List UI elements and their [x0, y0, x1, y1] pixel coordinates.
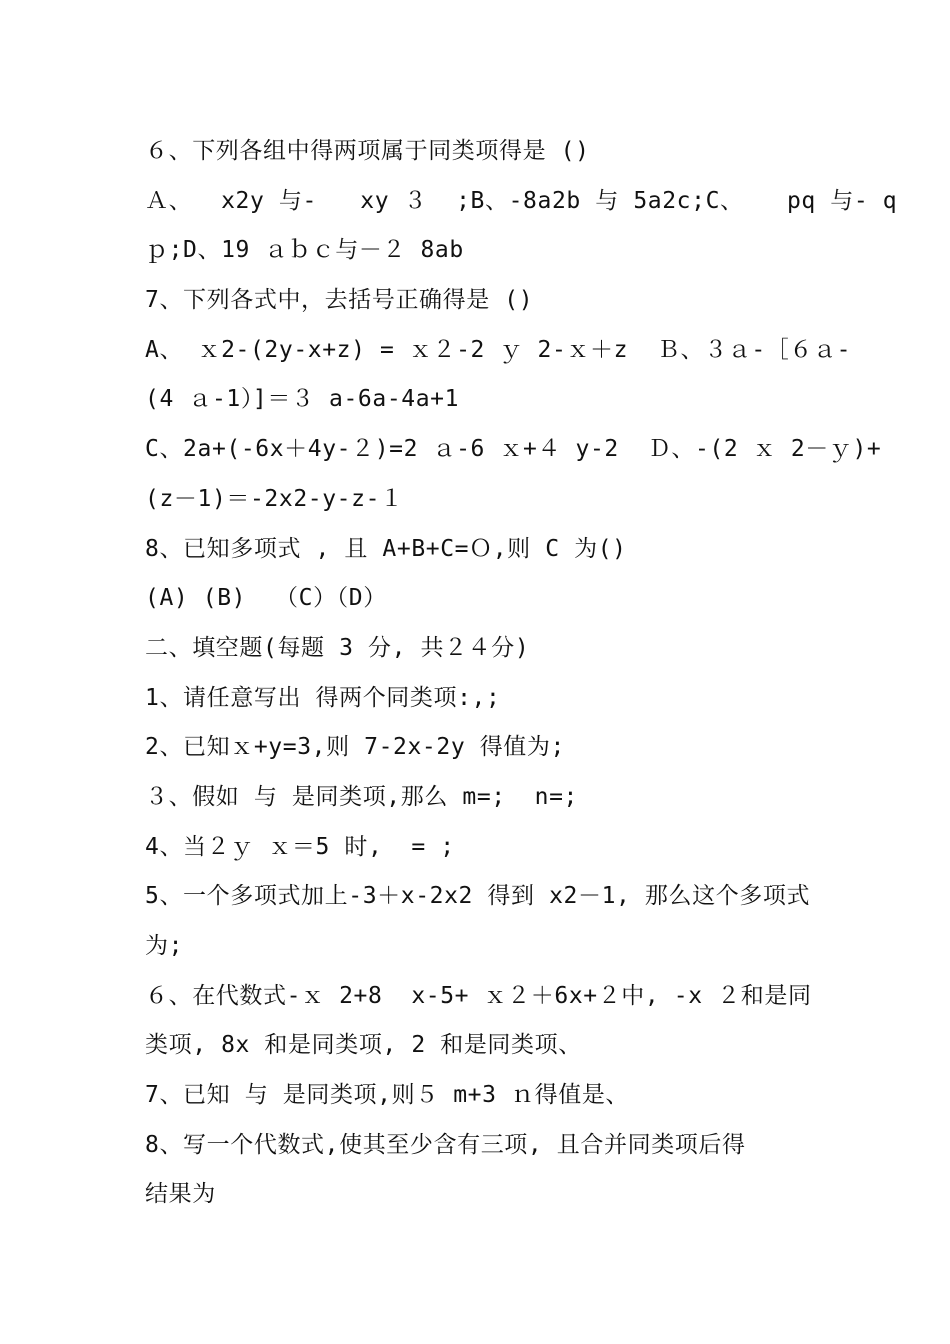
section-heading: 二、填空题(每题 3 分, 共２４分) [145, 634, 530, 661]
text-line: A、 ｘ2-(2y-x+z) = ｘ２-2 ｙ 2-ｘ＋z Ｂ、３ａ-［６ａ- [145, 336, 852, 363]
text-line: 结果为 [145, 1181, 216, 1208]
text-line: 1、请任意写出 得两个同类项:,; [145, 684, 501, 711]
text-line: 7、下列各式中，去括号正确得是 () [145, 287, 534, 314]
text-line: C、2a+(-6x＋4y-２)=2 ａ-6 ｘ+４ y-2 Ｄ、-(2 ｘ 2－ｙ)+ [145, 436, 882, 463]
document-body [145, 127, 898, 1220]
text-line: 5、一个多项式加上-3＋x-2x2 得到 x2－1, 那么这个多项式 [145, 883, 811, 910]
text-line: 类项, 8x 和是同类项, 2 和是同类项、 [145, 1032, 582, 1059]
text-line: Ａ、 x2y 与- xy ３ ;B、-8a2b 与 5a2c;C、 pq 与- q [145, 187, 898, 214]
text-line: 4、当２ｙ ｘ＝5 时, = ; [145, 833, 455, 860]
text-line: ６、下列各组中得两项属于同类项得是 () [145, 138, 590, 164]
text-line: ６、在代数式-ｘ 2+8 x-5+ ｘ２＋6x+２中, -x ２和是同 [145, 982, 812, 1009]
text-line: (4 ａ-1）]＝３ a-6a-4a+1 [145, 386, 460, 413]
text-line: (A) (B) （C）（D） [145, 585, 387, 612]
text-line: 7、已知 与 是同类项,则５ m+3 ｎ得值是、 [145, 1082, 630, 1109]
text-line: 为; [145, 933, 184, 959]
text-line: 8、已知多项式 , 且 A+B+C=Ｏ,则 C 为() [145, 535, 627, 562]
text-line: ３、假如 与 是同类项,那么 m=; n=; [145, 783, 578, 810]
text-line: 2、已知ｘ+y=3,则 7-2x-2y 得值为; [145, 734, 565, 761]
text-line: ｐ;D、19 ａｂｃ与－２ 8ab [145, 237, 464, 264]
text-line: 8、写一个代数式,使其至少含有三项, 且合并同类项后得 [145, 1131, 746, 1158]
text-line: (z－1)＝-2x2-y-z-１ [145, 485, 404, 512]
